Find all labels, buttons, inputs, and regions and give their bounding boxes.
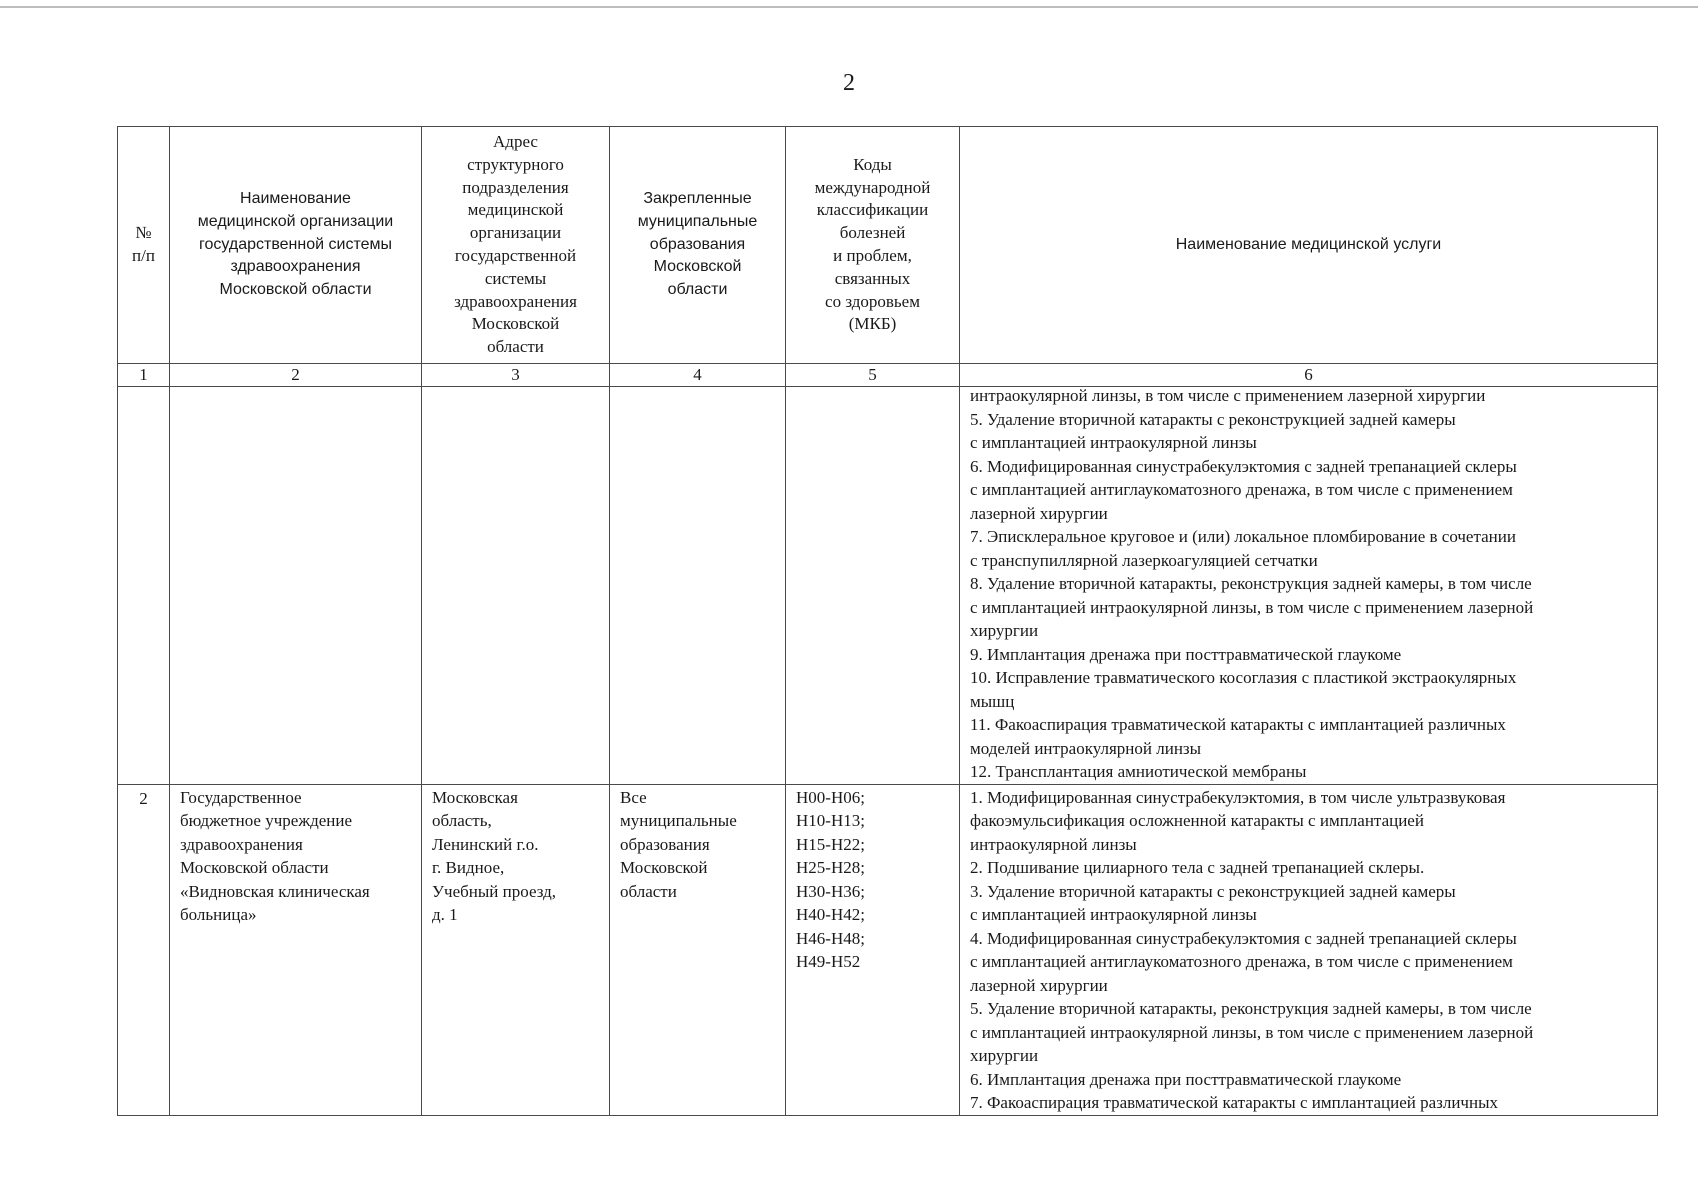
text-line: международной: [814, 177, 931, 197]
text-line: (МКБ): [848, 314, 897, 334]
text-line: медицинской организации: [197, 212, 394, 230]
text-line: 6. Модифицированная синустрабекулэктомия с задней трепанацией склеры: [970, 456, 1517, 476]
text-line: муниципальные: [637, 212, 758, 230]
text-line: 5. Удаление вторичной катаракты с реконструкцией задней камеры: [970, 409, 1456, 429]
text-line: области: [487, 337, 544, 357]
text-line: здравоохранения: [180, 834, 303, 854]
text-line: с имплантацией антиглаукоматозного дренажа, в том числе с применением: [970, 952, 1513, 971]
text-line: Государственное: [180, 787, 302, 807]
text-line: Адрес: [493, 132, 538, 152]
text-line: связанных: [834, 268, 911, 288]
text-line: 12. Трансплантация амниотической мембраны: [970, 762, 1307, 781]
text-line: хирургии: [970, 1046, 1039, 1065]
services-cell: [960, 784, 1658, 1115]
row-number-cell: 2: [118, 784, 170, 1115]
text-line: Московской: [653, 258, 742, 276]
text-line: медицинской: [467, 200, 564, 220]
text-line: организации: [469, 223, 562, 243]
text-line: Закрепленные: [643, 190, 752, 207]
org-name-cell: [170, 387, 422, 785]
text-line: 9. Имплантация дренажа при посттравматической глаукоме: [970, 644, 1402, 664]
text-line: с имплантацией антиглаукоматозного дренажа, в том числе с применением: [970, 480, 1513, 499]
text-line: лазерной хирургии: [970, 975, 1108, 995]
text-line: со здоровьем: [825, 291, 920, 311]
text-line: г. Видное,: [432, 858, 505, 877]
text-line: мышц: [970, 691, 1015, 711]
text-line: 8. Удаление вторичной катаракты, реконструкция задней камеры, в том числе: [970, 574, 1532, 593]
text-line: болезней: [839, 223, 906, 243]
org-name-cell: [170, 784, 422, 1115]
text-line: 1. Модифицированная синустрабекулэктомия, в том числе ультразвуковая: [970, 787, 1506, 807]
header-col-service: [960, 127, 1658, 364]
text-line: Наименование медицинской услуги: [1175, 235, 1442, 253]
text-line: государственной: [454, 246, 577, 265]
text-line: государственной системы: [199, 235, 392, 253]
text-line: 10. Исправление травматического косоглазия с пластикой экстраокулярных: [970, 668, 1517, 687]
text-line: 2. Подшивание цилиарного тела с задней трепанацией склеры.: [970, 858, 1425, 877]
text-line: структурного: [467, 154, 564, 174]
column-number: 6: [960, 364, 1658, 387]
text-line: д. 1: [432, 905, 458, 924]
address-cell: [422, 784, 610, 1115]
header-col-org: [170, 127, 422, 364]
text-line: 11. Факоаспирация травматической катаракты с имплантацией различных: [970, 715, 1506, 734]
text-line: Московской области: [180, 858, 329, 877]
text-line: интраокулярной линзы, в том числе с применением лазерной хирургии: [970, 386, 1486, 405]
text-line: бюджетное учреждение: [180, 811, 353, 830]
text-line: Московская: [432, 787, 518, 807]
text-line: интраокулярной линзы: [970, 834, 1137, 854]
text-line: Учебный проезд,: [432, 881, 557, 901]
header-col-codes: [786, 127, 960, 364]
column-number: 1: [118, 364, 170, 387]
text-line: системы: [484, 268, 547, 288]
column-number: 2: [170, 364, 422, 387]
text-line: классификации: [816, 200, 929, 220]
text-line: здравоохранения: [230, 258, 361, 276]
services-cell: [960, 387, 1658, 785]
text-line: H49-H52: [796, 952, 861, 971]
text-line: 6. Имплантация дренажа при посттравматической глаукоме: [970, 1069, 1402, 1089]
text-line: 7. Факоаспирация травматической катаракты с имплантацией различных: [970, 1093, 1498, 1112]
text-line: п/п: [132, 246, 155, 265]
text-line: «Видновская клиническая: [180, 881, 370, 901]
municipalities-cell: [610, 784, 786, 1115]
header-col-address: [422, 127, 610, 364]
page-number: 2: [843, 70, 855, 96]
text-line: Московской области: [219, 281, 372, 299]
text-line: 7. Эписклеральное круговое и (или) локальное пломбирование в сочетании: [970, 527, 1516, 546]
text-line: №: [135, 223, 152, 243]
text-line: хирургии: [970, 621, 1039, 640]
text-line: 3. Удаление вторичной катаракты с реконструкцией задней камеры: [970, 881, 1456, 901]
icd-codes-cell: [786, 784, 960, 1115]
text-line: муниципальные: [620, 811, 737, 830]
row-number-cell: [118, 387, 170, 785]
text-line: H10-H13;: [796, 811, 865, 830]
text-line: моделей интраокулярной линзы: [970, 738, 1202, 758]
text-line: H30-H36;: [796, 881, 865, 901]
icd-codes-cell: [786, 387, 960, 785]
header-col-municipalities: [610, 127, 786, 364]
text-line: Все: [620, 787, 647, 807]
text-line: Наименование: [240, 190, 351, 207]
text-line: H46-H48;: [796, 928, 865, 948]
text-line: Ленинский г.о.: [432, 834, 539, 854]
text-line: 4. Модифицированная синустрабекулэктомия с задней трепанацией склеры: [970, 928, 1517, 948]
text-line: образования: [620, 834, 710, 854]
text-line: факоэмульсификация осложненной катаракты с имплантацией: [970, 811, 1424, 830]
text-line: и проблем,: [833, 246, 912, 265]
text-line: 5. Удаление вторичной катаракты, реконструкция задней камеры, в том числе: [970, 999, 1532, 1018]
text-line: образования: [649, 235, 746, 253]
text-line: Московской: [620, 858, 708, 877]
address-cell: [422, 387, 610, 785]
text-line: область,: [432, 811, 492, 830]
header-col-num: [118, 127, 170, 364]
text-line: H25-H28;: [796, 858, 865, 877]
text-line: с имплантацией интраокулярной линзы: [970, 905, 1257, 924]
municipalities-cell: [610, 387, 786, 785]
text-line: с имплантацией интраокулярной линзы, в том числе с применением лазерной: [970, 1022, 1534, 1042]
text-line: H15-H22;: [796, 834, 865, 854]
text-line: области: [667, 281, 728, 299]
text-line: здравоохранения: [454, 291, 577, 311]
column-number: 4: [610, 364, 786, 387]
text-line: области: [620, 881, 677, 901]
text-line: с имплантацией интраокулярной линзы, в том числе с применением лазерной: [970, 597, 1534, 617]
text-line: с транспупиллярной лазеркоагуляцией сетчатки: [970, 550, 1318, 570]
text-line: Коды: [853, 154, 892, 174]
table-row: [118, 784, 1658, 1115]
text-line: H40-H42;: [796, 905, 865, 924]
column-number: 3: [422, 364, 610, 387]
text-line: подразделения: [462, 177, 569, 197]
text-line: Московской: [471, 314, 560, 334]
text-line: с имплантацией интраокулярной линзы: [970, 433, 1257, 452]
header-row: [118, 127, 1658, 364]
text-line: больница»: [180, 905, 257, 924]
table-row: [118, 387, 1658, 785]
text-line: H00-H06;: [796, 787, 865, 807]
text-line: лазерной хирургии: [970, 503, 1108, 523]
column-number: 5: [786, 364, 960, 387]
scan-edge-line: [0, 6, 1698, 8]
services-table: [117, 126, 1658, 1116]
